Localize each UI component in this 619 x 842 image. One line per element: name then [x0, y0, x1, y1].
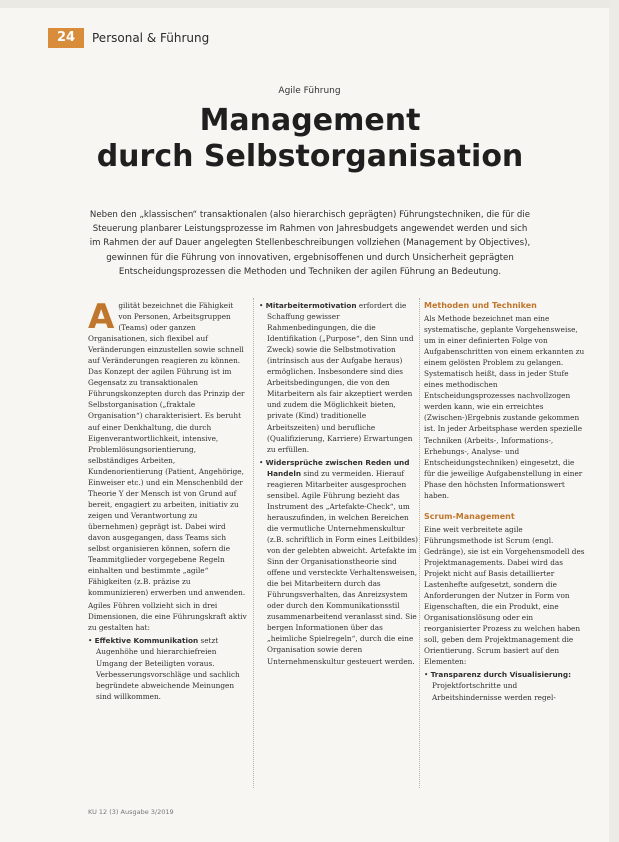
- page-header: [0, 28, 619, 48]
- bullet-item: • Mitarbeitermotivation erfordert die Schaffung gewisser Rahmenbedingungen, die die Identifikation („Purpose“, den Sinn und Zweck) sowie die Selbstmotivation (intrinsisch aus der Aufgabe heraus) ermöglichen. Insbesondere sind dies Arbeitsbedingungen, die von den Mitarbeitern als fair akzeptiert werden und zudem die Möglichkeit bieten, private (Kind) traditionelle Arbeitszeiten) und berufliche (Qualifizierung, Karriere) Erwartungen zu erfüllen.: [259, 301, 414, 454]
- article-kicker: Agile Führung: [278, 86, 341, 96]
- bullet-title: Widersprüche zwischen Reden und Handeln: [265, 457, 410, 478]
- paragraph: [88, 297, 248, 598]
- section-title: Personal & Führung: [92, 31, 210, 45]
- bullet-text: sind zu vermeiden. Hierauf reagieren Mitarbeiter ausgesprochen sensibel. Agile Führung bezieht das Instrument des „Artefakte-Check“, um herauszufinden, in welchen Bereichen die vermutliche Unternehmenskultur (z.B. schriftlich in Form eines Leitbildes) von der gelebten abweicht. Artefakte im Sinn der Organisationstheorie sind offene und versteckte Verhaltensweisen, die bei Mitarbeitern durch das Führungsverhalten, das Anreizsystem oder durch den Kommunikationsstil zusammenarbeitend veranlasst sind. Sie bergen Informationen über das „heimliche Spielregeln“, durch die eine Organisation sowie deren Unternehmenskultur gesteuert werden.: [267, 468, 418, 666]
- bullet-text: erfordert die Schaffung gewisser Rahmenbedingungen, die die Identifikation („Purpose“, den Sinn und Zweck) sowie die Selbstmotivation (intrinsisch aus der Aufgabe heraus) ermöglichen. Insbesondere sind dies Arbeitsbedingungen, die von den Mitarbeitern als fair akzeptiert werden und zudem die Möglichkeit bieten, private (Kind) traditionelle Arbeitszeiten) und berufliche (Qualifizierung, Karriere) Erwartungen zu erfüllen.: [267, 301, 414, 454]
- bullet-text: setzt Augenhöhe und hierarchiefreien Umgang der Beteiligten voraus. Verbesserungsvorschläge und sachlich begründete abweichende Meinungen sind willkommen.: [96, 636, 240, 701]
- text-column-2: [259, 300, 419, 669]
- article-lead: Neben den „klassischen“ transaktionalen (also hierarchisch geprägten) Führungstechniken, die für die Steuerung planbarer Leistungsprozesse im Rahmen von Jahresbudgets angewendet werden und sich im Rahmen der auf Dauer angelegten Stellenbeschreibungen vollziehen (Management by Objectives), gewinnen für die Führung von innovativen, ergebnisoffenen und durch Unsicherheit geprägten Entscheidungsprozessen die Methoden und Techniken der agilen Führung an Bedeutung.: [89, 210, 531, 277]
- bullet-title: Effektive Kommunikation: [94, 636, 199, 646]
- title-line-1: Management: [199, 103, 421, 138]
- paragraph-text: gilität bezeichnet die Fähigkeit von Personen, Arbeitsgruppen (Teams) oder ganzen Organisationen, sich flexibel auf Veränderungen einzustellen sowie schnell auf Veränderungen reagieren zu können. Das Konzept der agilen Führung ist im Gegensatz zu transaktionalen Führungskonzepten durch das Prinzip der Selbstorganisation („fraktale Organisation“) charakterisiert. Es beruht auf einer Denkhaltung, die durch Eigenverantwortlichkeit, intensive, Problemlösungsorientierung, selbständiges Arbeiten, Kundenorientierung (Patient, Angehörige, Einweiser etc.) und ein Menschenbild der Theorie Y der Mensch ist von Grund auf bereit, engagiert zu arbeiten, initiativ zu zeigen und Verantwortung zu übernehmen) geprägt ist. Dabei wird davon ausgegangen, dass Teams sich selbst organisieren können, sofern die Teammitglieder vorgegebene Regeln einhalten und bestimmte „agile“ Fähigkeiten (z.B. präzise zu kommunizieren) erwerben und anwenden.: [88, 301, 246, 598]
- paragraph: Als Methode bezeichnet man eine systematische, geplante Vorgehensweise, um in einer definierten Folge von Aufgabenschritten von einem erkannten zu einem gelösten Problem zu gelangen. Systematisch heißt, dass in jeder Stufe eines methodischen Entscheidungsprozesses nachvollzogen werden kann, wie ein erreichtes (Zwischen-)Ergebnis zustande gekommen ist. In jeder Arbeitsphase werden spezielle Techniken (Arbeits-, Informations-, Erhebungs-, Analyse- und Entscheidungstechniken) eingesetzt, die für die jeweilige Aufgabenstellung in einer Phase den höchsten Informationswert haben.: [424, 314, 585, 500]
- bullet-title: Mitarbeitermotivation: [265, 301, 357, 310]
- subheading: Scrum-Management: [424, 511, 515, 521]
- column-divider-1: [253, 298, 254, 788]
- subheading: Methoden und Techniken: [424, 301, 537, 310]
- text-column-3: [424, 300, 586, 705]
- title-line-2: durch Selbstorganisation: [96, 139, 524, 174]
- paragraph: Eine weit verbreitete agile Führungsmethode ist Scrum (engl. Gedränge), sie ist ein Vorgehensmodell des Projektmanagements. Dabei wird das Projekt nicht auf Basis detaillierter Lastenhefte aufgesetzt, sondern die Anforderungen der Nutzer in Form von Eigenschaften, die ein Produkt, eine Organisationslösung oder ein reorganisierter Prozess zu welchen haben soll, geben dem Projektmanagement die Orientierung. Scrum basiert auf den Elementen:: [424, 524, 585, 667]
- column-divider-2: [419, 298, 420, 788]
- scan-edge-top: [0, 0, 619, 8]
- article-title: [40, 103, 580, 175]
- bullet-item: • Effektive Kommunikation setzt Augenhöhe und hierarchiefreien Umgang der Beteiligten voraus. Verbesserungsvorschläge und sachlich begründete abweichende Meinungen sind willkommen.: [88, 636, 240, 701]
- bullet-item: • Transparenz durch Visualisierung: Projektfortschritte und Arbeitshindernisse werden regel-: [424, 670, 572, 702]
- page-footer: KU 12 (3) Ausgabe 3/2019: [88, 808, 174, 816]
- scan-edge-right: [609, 0, 619, 842]
- page-number: 24: [48, 28, 84, 48]
- bullet-item: • Widersprüche zwischen Reden und Handeln sind zu vermeiden. Hierauf reagieren Mitarbeiter ausgesprochen sensibel. Agile Führung bezieht das Instrument des „Artefakte-Check“, um herauszufinden, in welchen Bereichen die vermutliche Unternehmenskultur (z.B. schriftlich in Form eines Leitbildes) von der gelebten abweicht. Artefakte im Sinn der Organisationstheorie sind offene und versteckte Verhaltensweisen, die bei Mitarbeitern durch das Führungsverhalten, das Anreizsystem oder durch den Kommunikationsstil zusammenarbeitend veranlasst sind. Sie bergen Informationen über das „heimliche Spielregeln“, durch die eine Organisation sowie deren Unternehmenskultur gesteuert werden.: [259, 457, 418, 666]
- text-column-1: [88, 297, 248, 704]
- paragraph: Agiles Führen vollzieht sich in drei Dimensionen, die eine Führungskraft aktiv zu gestalten hat:: [88, 601, 247, 633]
- bullet-text: Projektfortschritte und Arbeitshindernisse werden regel-: [432, 681, 556, 702]
- bullet-title: Transparenz durch Visualisierung:: [430, 670, 572, 680]
- drop-cap: A: [88, 297, 115, 337]
